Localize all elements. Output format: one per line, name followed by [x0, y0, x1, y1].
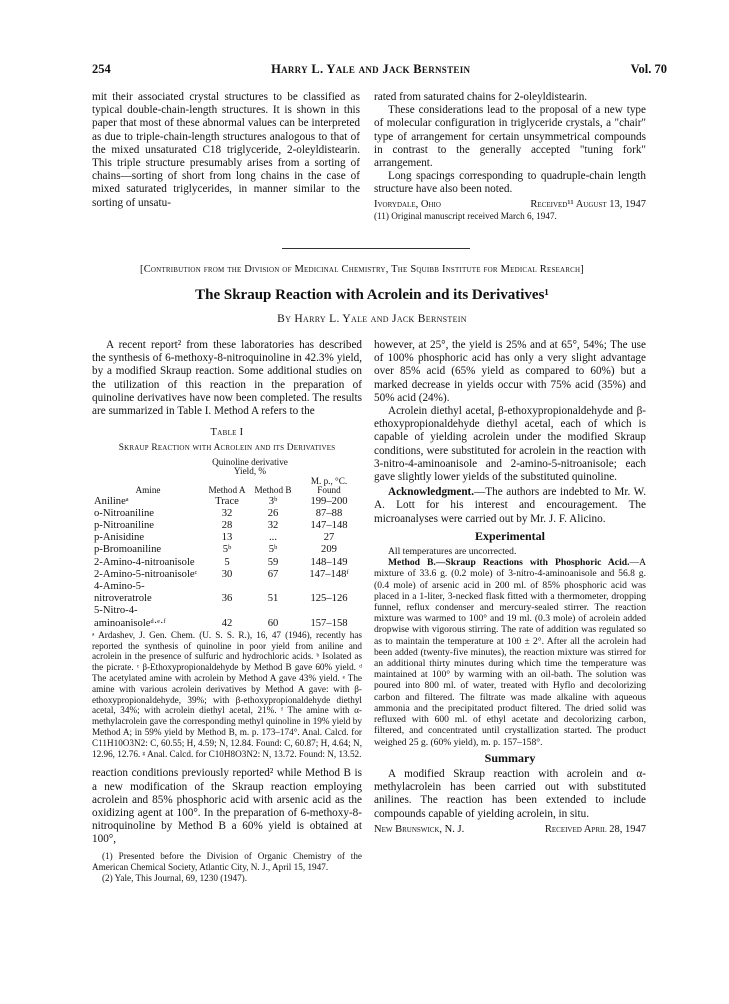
article-place: New Brunswick, N. J. — [374, 823, 465, 835]
prev-article-signature — [374, 198, 646, 211]
main-right-column — [374, 339, 646, 836]
body-paragraph: Acrolein diethyl acetal, β-ethoxypropionaldehyde and β-ethoxypropionaldehyde diethyl acetal, each of which is capable of yielding acrolein under the modified Skraup conditions, were substituted for acrolein in the reaction with 3-nitro-4-aminoanisole and 2-amino-5-nitroanisole; each gave slightly lower yields of the substituted quinoline. — [374, 405, 646, 484]
table-row: p-Bromoaniline 5ᵇ 5ᵇ 209 — [94, 544, 337, 556]
intro-paragraph: A recent report² from these laboratories has described the synthesis of 6-methoxy-8-nitroquinoline in 42.3% yield, by a modified Skraup reaction. Some additional studies on the utilization of this reaction in the preparation of quinoline derivatives have now been completed. The results are summarized in Table I. Method A refers to the — [92, 339, 362, 418]
footnote: (1) Presented before the Division of Organic Chemistry of the American Chemical Society, Atlantic City, N. J., April 15, 1947. — [92, 850, 362, 872]
volume-label: Vol. 70 — [630, 62, 667, 76]
article-signature — [374, 823, 646, 836]
footnote: (2) Yale, This Journal, 69, 1230 (1947). — [102, 872, 248, 883]
method-text: —A mixture of 33.6 g. (0.2 mole) of 3-nitro-4-aminoanisole and 56.8 g. (0.4 mole) of arsenic acid in 200 ml. of 85% phosphoric acid was placed in a 1-liter, 3-necked flask fitted with a thermometer, dropping funnel, reflux condenser and mercury-sealed stirrer. The reaction mixture was warmed to 100° and 19 ml. (0.3 mole) of acrolein added dropwise with vigorous stirring. The rate of addition was regulated so as to maintain the temperature at 100 ± 2°. After all the acrolein had been added (twenty-five minutes), the reaction mixture was stirred for an additional thirty minutes during which time the temperature was maintained at 100° by warming with an oil-bath. The solution was poured into 800 ml. of water, treated with Hyflo and decolorizing carbon and filtered. The filtrate was made alkaline with aqueous ammonia and the precipitated product filtered. The dried solid was refluxed with 600 ml. of ethyl acetate and decolorizing carbon, filtered, and concentrated until crystallization started. The product weighed 25 g. (60% yield), m. p. 157–158°. — [374, 557, 646, 748]
prev-article-paragraph: mit their associated crystal structures to be classified as typical double-chain-length structures. It is shown in this paper that most of these abnormal values can be interpreted as due to triple-chain-length structures analogous to that of the mixed unsaturated C18 triglyceride, 2-oleyldistearin. This triple structure presumably arises from a sorting of chains—sorting of short from long chains in the case of mixed saturated triglycerides, in manner similar to the sorting of unsatu- — [92, 91, 360, 209]
body-paragraph: however, at 25°, the yield is 25% and at 65°, 54%; The use of 100% phosphoric acid has only a very slight advantage over 85% acid (65% yield as compared to 60%) but a marked decrease in yields occur with 75% acid (35%) and 50% acid (24%). — [374, 339, 646, 404]
table-row: 4-Amino-5-nitroveratrole 36 51 125–126 — [94, 581, 348, 605]
prev-article-paragraph: rated from saturated chains for 2-oleyldistearin. — [374, 91, 588, 103]
table-row: 2-Amino-5-nitroanisoleᶜ 30 67 147–148ᶠ — [94, 568, 349, 580]
summary-heading: Summary — [484, 750, 536, 765]
col-method-a: Method A — [208, 485, 246, 496]
prev-article-footnote: (11) Original manuscript received March 6, 1947. — [374, 210, 557, 221]
running-authors: Harry L. Yale and Jack Bernstein — [271, 62, 471, 76]
acknowledgment-text: —The authors are indebted to Mr. W. A. Lott for his interest and encouragement. The microanalyses were carried out by Mr. J. F. Alicino. — [374, 486, 646, 525]
table-row: 2-Amino-4-nitroanisole 5 59 148–149 — [94, 556, 348, 568]
table-caption: Skraup Reaction with Acrolein and its Derivatives — [118, 443, 336, 454]
temperature-note: All temperatures are uncorrected. — [388, 546, 517, 558]
table-row: p-Nitroaniline 28 32 147–148 — [94, 520, 348, 532]
summary-paragraph: A modified Skraup reaction with acrolein and α-methylacrolein has been carried out with substituted anilines. The reaction has been extended to include compounds capable of yielding acrolein, in situ. — [374, 767, 646, 820]
byline: By Harry L. Yale and Jack Bernstein — [277, 313, 467, 325]
contribution-line: [Contribution from the Division of Medicinal Chemistry, The Squibb Institute for Medical Research] — [140, 264, 584, 275]
prev-article-place: Ivorydale, Ohio — [374, 198, 441, 210]
prev-article-right-column — [374, 91, 646, 222]
table-row: 5-Nitro-4-aminoanisoleᵈ·ᵉ·ᶠ 42 60 157–158 — [94, 605, 348, 629]
prev-article-received: Received¹¹ August 13, 1947 — [530, 198, 646, 210]
section-divider — [282, 248, 470, 249]
body-paragraph: reaction conditions previously reported² while Method B is a new modification of the Skraup reaction employing acrolein and 85% phosphoric acid with arsenic acid as the oxidizing agent at 100°. In the preparation of 6-methoxy-8-nitroquinoline by Method B a 60% yield is obtained at 100°, — [92, 767, 362, 846]
prev-article-left-column — [92, 91, 360, 210]
method-paragraph — [374, 557, 646, 747]
experimental-heading: Experimental — [475, 528, 545, 543]
method-label: Method B.—Skraup Reactions with Phosphoric Acid. — [388, 557, 630, 569]
page-number: 254 — [92, 62, 111, 76]
col-mp: M. p., °C. Found — [310, 475, 348, 496]
col-amine: Amine — [135, 485, 161, 496]
main-left-column — [92, 339, 362, 884]
table-row: p-Anisidine 13 ... 27 — [94, 532, 335, 544]
results-table — [92, 458, 362, 630]
acknowledgment — [374, 486, 646, 526]
table-footnotes: ᵃ Ardashev, J. Gen. Chem. (U. S. S. R.), 16, 47 (1946), recently has reported the synthesis of quinoline in poor yield from aniline and acrolein in the presence of sulfuric and hydrochloric acids. ᵇ Isolated as the picrate. ᶜ β-Ethoxypropionaldehyde by Method B gave 60% yield. ᵈ The acetylated amine with acrolein by Method A gave 43% yield. ᵉ The amine with various acrolein derivatives by Method A gave: with β-ethoxypropionaldehyde, 39%; with β-ethoxypropionaldehyde diethyl acetal, 34%; with acrolein diethyl acetal, 21%. ᶠ The amine with α-methylacrolein gave the corresponding methyl quinoline in 19% yield by Method A; in 59% yield by Method B, m. p. 173–174°. Anal. Calcd. for C11H10O3N2: C, 60.55; H, 4.59; N, 12.84. Found: C, 60.87; H, 4.64; N, 12.96, 12.76. ᵍ Anal. Calcd. for C10H8O3N2: N, 13.72. Found: N, 13.52. — [92, 629, 362, 759]
prev-article-paragraph: These considerations lead to the proposal of a new type of molecular configuration in triglyceride crystals, a "chair" type of arrangement for certain unsymmetrical compounds in contrast to the generally accepted "tuning fork" arrangement. — [374, 104, 646, 170]
prev-article-paragraph: Long spacings corresponding to quadruple-chain length structure have also been noted. — [374, 170, 646, 196]
table-title: Table I — [210, 427, 244, 439]
table-row: o-Nitroaniline 32 26 87–88 — [94, 507, 343, 519]
table-row: Anilineᵃ Trace 3ᵇ 199–200 — [94, 495, 348, 507]
running-head — [92, 62, 667, 78]
col-method-b: Method B — [254, 485, 292, 496]
article-received: Received April 28, 1947 — [544, 823, 646, 835]
article-title: The Skraup Reaction with Acrolein and its Derivatives¹ — [195, 287, 549, 303]
acknowledgment-label: Acknowledgment. — [388, 486, 475, 499]
header-group: Quinoline derivative Yield, % — [212, 456, 288, 477]
